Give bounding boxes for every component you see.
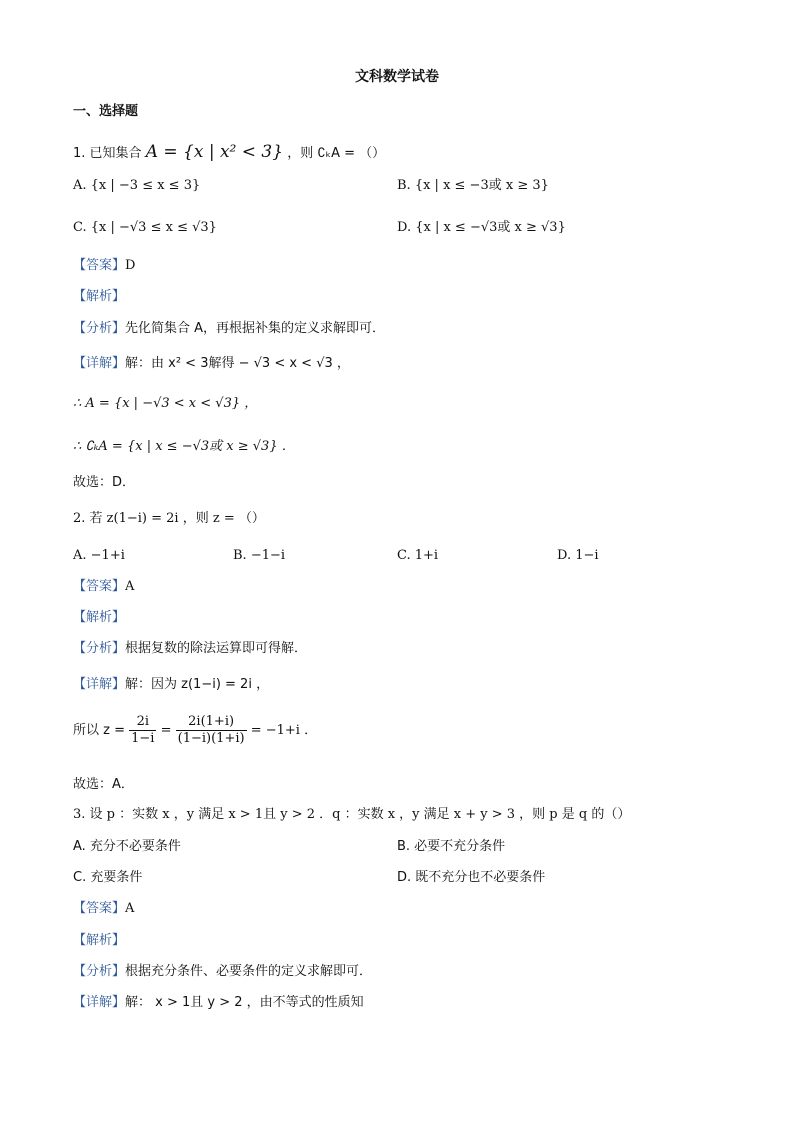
section-heading: 一、选择题 [73, 104, 139, 119]
q1-option-a: A. {x | −3 ≤ x ≤ 3} [73, 178, 201, 193]
q2-analysis-tag: 【解析】 [73, 610, 126, 625]
q3-option-c: C. 充要条件 [73, 870, 143, 885]
q3-xiangjie-text: 解： x > 1且 y > 2 ，由不等式的性质知 [125, 995, 364, 1010]
q3-stem: 3. 设 p ：实数 x ，y 满足 x > 1且 y > 2 ．q ：实数 x ，y 满足 x + y > 3 ，则 p 是 q 的（） [73, 807, 631, 822]
q3-option-a: A. 充分不必要条件 [73, 839, 181, 854]
q2-option-c: C. 1+i [397, 548, 439, 563]
q1-stem [73, 143, 385, 163]
fenxi-tag: 【分析】 [73, 964, 126, 979]
q1-analysis-tag: 【解析】 [73, 289, 126, 304]
q3-xiangjie [73, 994, 364, 1012]
q2-fraction-2 [176, 714, 247, 747]
q3-option-b: B. 必要不充分条件 [397, 839, 506, 854]
xiangjie-tag: 【详解】 [73, 677, 126, 692]
q2-option-d: D. 1−i [557, 548, 599, 563]
q1-xiangjie [73, 355, 350, 373]
q2-solution-equation [73, 714, 317, 748]
answer-tag: 【答案】 [73, 258, 126, 273]
q2-fenxi-text: 根据复数的除法运算即可得解． [125, 641, 308, 656]
q2-so-prefix: 所以 z = [73, 723, 125, 738]
q2-fraction-1 [129, 714, 156, 747]
q1-fenxi-text: 先化简集合 A，再根据补集的定义求解即可． [125, 321, 386, 336]
q3-fenxi-text: 根据充分条件、必要条件的定义求解即可． [125, 964, 373, 979]
equals-sign: = [160, 723, 172, 738]
q2-fraction-2-den: (1−i)(1+i) [177, 731, 245, 746]
q1-option-b: B. {x | x ≤ −3或 x ≥ 3} [397, 178, 549, 193]
q1-option-d: D. {x | x ≤ −√3或 x ≥ √3} [397, 220, 566, 235]
fenxi-tag: 【分析】 [73, 641, 126, 656]
q2-fenxi [73, 640, 307, 658]
answer-tag: 【答案】 [73, 901, 126, 916]
fenxi-tag: 【分析】 [73, 321, 126, 336]
q1-stem-prefix: 1. 已知集合 [73, 146, 142, 161]
q2-option-b: B. −1−i [233, 548, 286, 563]
xiangjie-tag: 【详解】 [73, 995, 126, 1010]
q1-answer-value: D [125, 258, 136, 273]
q1-step-2: ∴ ∁ₖA = {x | x ≤ −√3或 x ≥ √3} ． [73, 439, 295, 454]
q3-fenxi [73, 963, 372, 981]
answer-tag: 【答案】 [73, 579, 126, 594]
q1-stem-suffix: ，则 ∁ₖA = （） [287, 146, 386, 161]
q2-xiangjie [73, 676, 269, 694]
q1-fenxi [73, 320, 385, 338]
q3-answer-value: A [125, 901, 135, 916]
q2-answer [73, 578, 134, 596]
q2-answer-value: A [125, 579, 135, 594]
q1-xiangjie-text: 解：由 x² < 3解得 − √3 < x < √3 ， [125, 356, 350, 371]
q2-choose: 故选：A． [73, 777, 134, 792]
q2-option-a: A. −1+i [73, 548, 125, 563]
q1-step-1: ∴ A = {x | −√3 < x < √3} ， [73, 396, 258, 411]
q2-fraction-1-den: 1−i [131, 731, 155, 746]
q1-stem-math: A = {x | x² < 3} [145, 142, 284, 162]
q3-option-d: D. 既不充分也不必要条件 [397, 870, 546, 885]
q1-answer [73, 257, 135, 275]
xiangjie-tag: 【详解】 [73, 356, 126, 371]
q2-xiangjie-text: 解：因为 z(1−i) = 2i ， [125, 677, 270, 692]
q3-answer [73, 900, 134, 918]
q3-analysis-tag: 【解析】 [73, 933, 126, 948]
q1-option-c: C. {x | −√3 ≤ x ≤ √3} [73, 220, 217, 235]
q2-fraction-2-num: 2i(1+i) [176, 714, 247, 731]
q1-choose: 故选：D． [73, 475, 136, 490]
q2-so-suffix: = −1+i ． [250, 723, 318, 738]
q2-stem: 2. 若 z(1−i) = 2i ，则 z = （） [73, 511, 265, 526]
page-title: 文科数学试卷 [355, 69, 439, 85]
q2-fraction-1-num: 2i [129, 714, 156, 731]
